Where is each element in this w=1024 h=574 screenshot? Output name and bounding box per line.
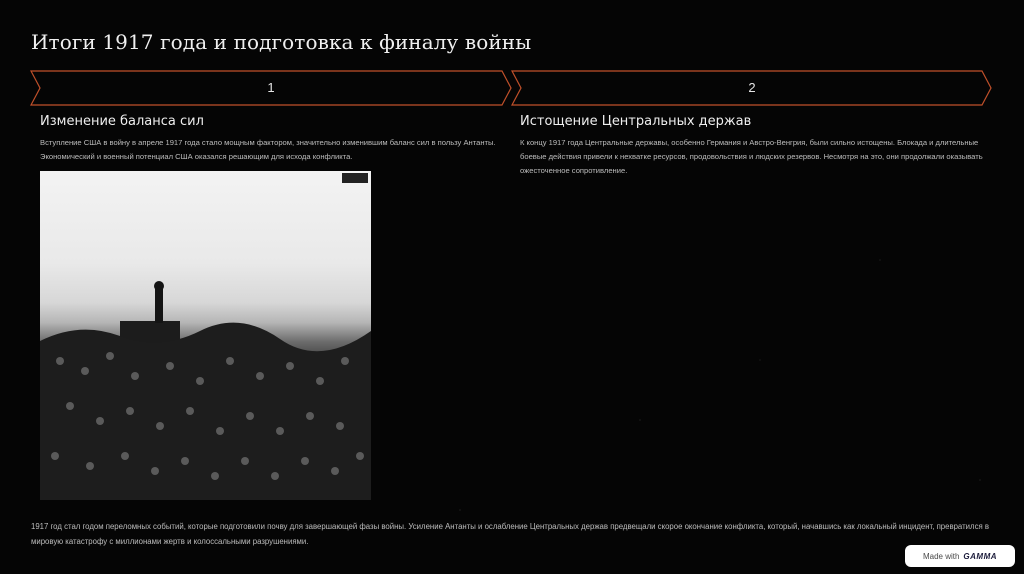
stepper-chevrons <box>0 70 1024 106</box>
step-1-heading: Изменение баланса сил <box>40 114 204 129</box>
step-1-number: 1 <box>267 80 275 95</box>
step-2-text: К концу 1917 года Центральные державы, особенно Германия и Австро-Венгрия, были сильно истощены. Блокада и длительные боевые действия привели к нехватке ресурсов, продовольствия и людских резервов. Несмотря на это, они продолжали оказывать ожесточенное сопротивление. <box>520 138 983 175</box>
historical-photo-speech-to-troops <box>40 171 371 500</box>
step-2-number: 2 <box>748 80 756 95</box>
summary-text: 1917 год стал годом переломных событий, которые подготовили почву для завершающей фазы войны. Усиление Антанты и ослабление Центральных держав предвещали скорое окончание конфликта, который, начавшись как локальный инцидент, превратился в мировую катастрофу с миллионами жертв и колоссальными разрушениями. <box>31 522 990 546</box>
step-2-heading: Истощение Центральных держав <box>520 114 752 129</box>
badge-prefix: Made with <box>922 551 960 561</box>
gamma-logo: GAMMA <box>963 551 998 561</box>
made-with-gamma-badge[interactable] <box>905 545 1015 567</box>
step-1-text: Вступление США в войну в апреле 1917 года стало мощным фактором, значительно изменившим баланс сил в пользу Антанты. Экономический и военный потенциал США оказался решающим для исхода конфликта. <box>40 138 496 161</box>
stepper <box>0 70 1024 106</box>
page-title: Итоги 1917 года и подготовка к финалу войны <box>31 30 532 54</box>
